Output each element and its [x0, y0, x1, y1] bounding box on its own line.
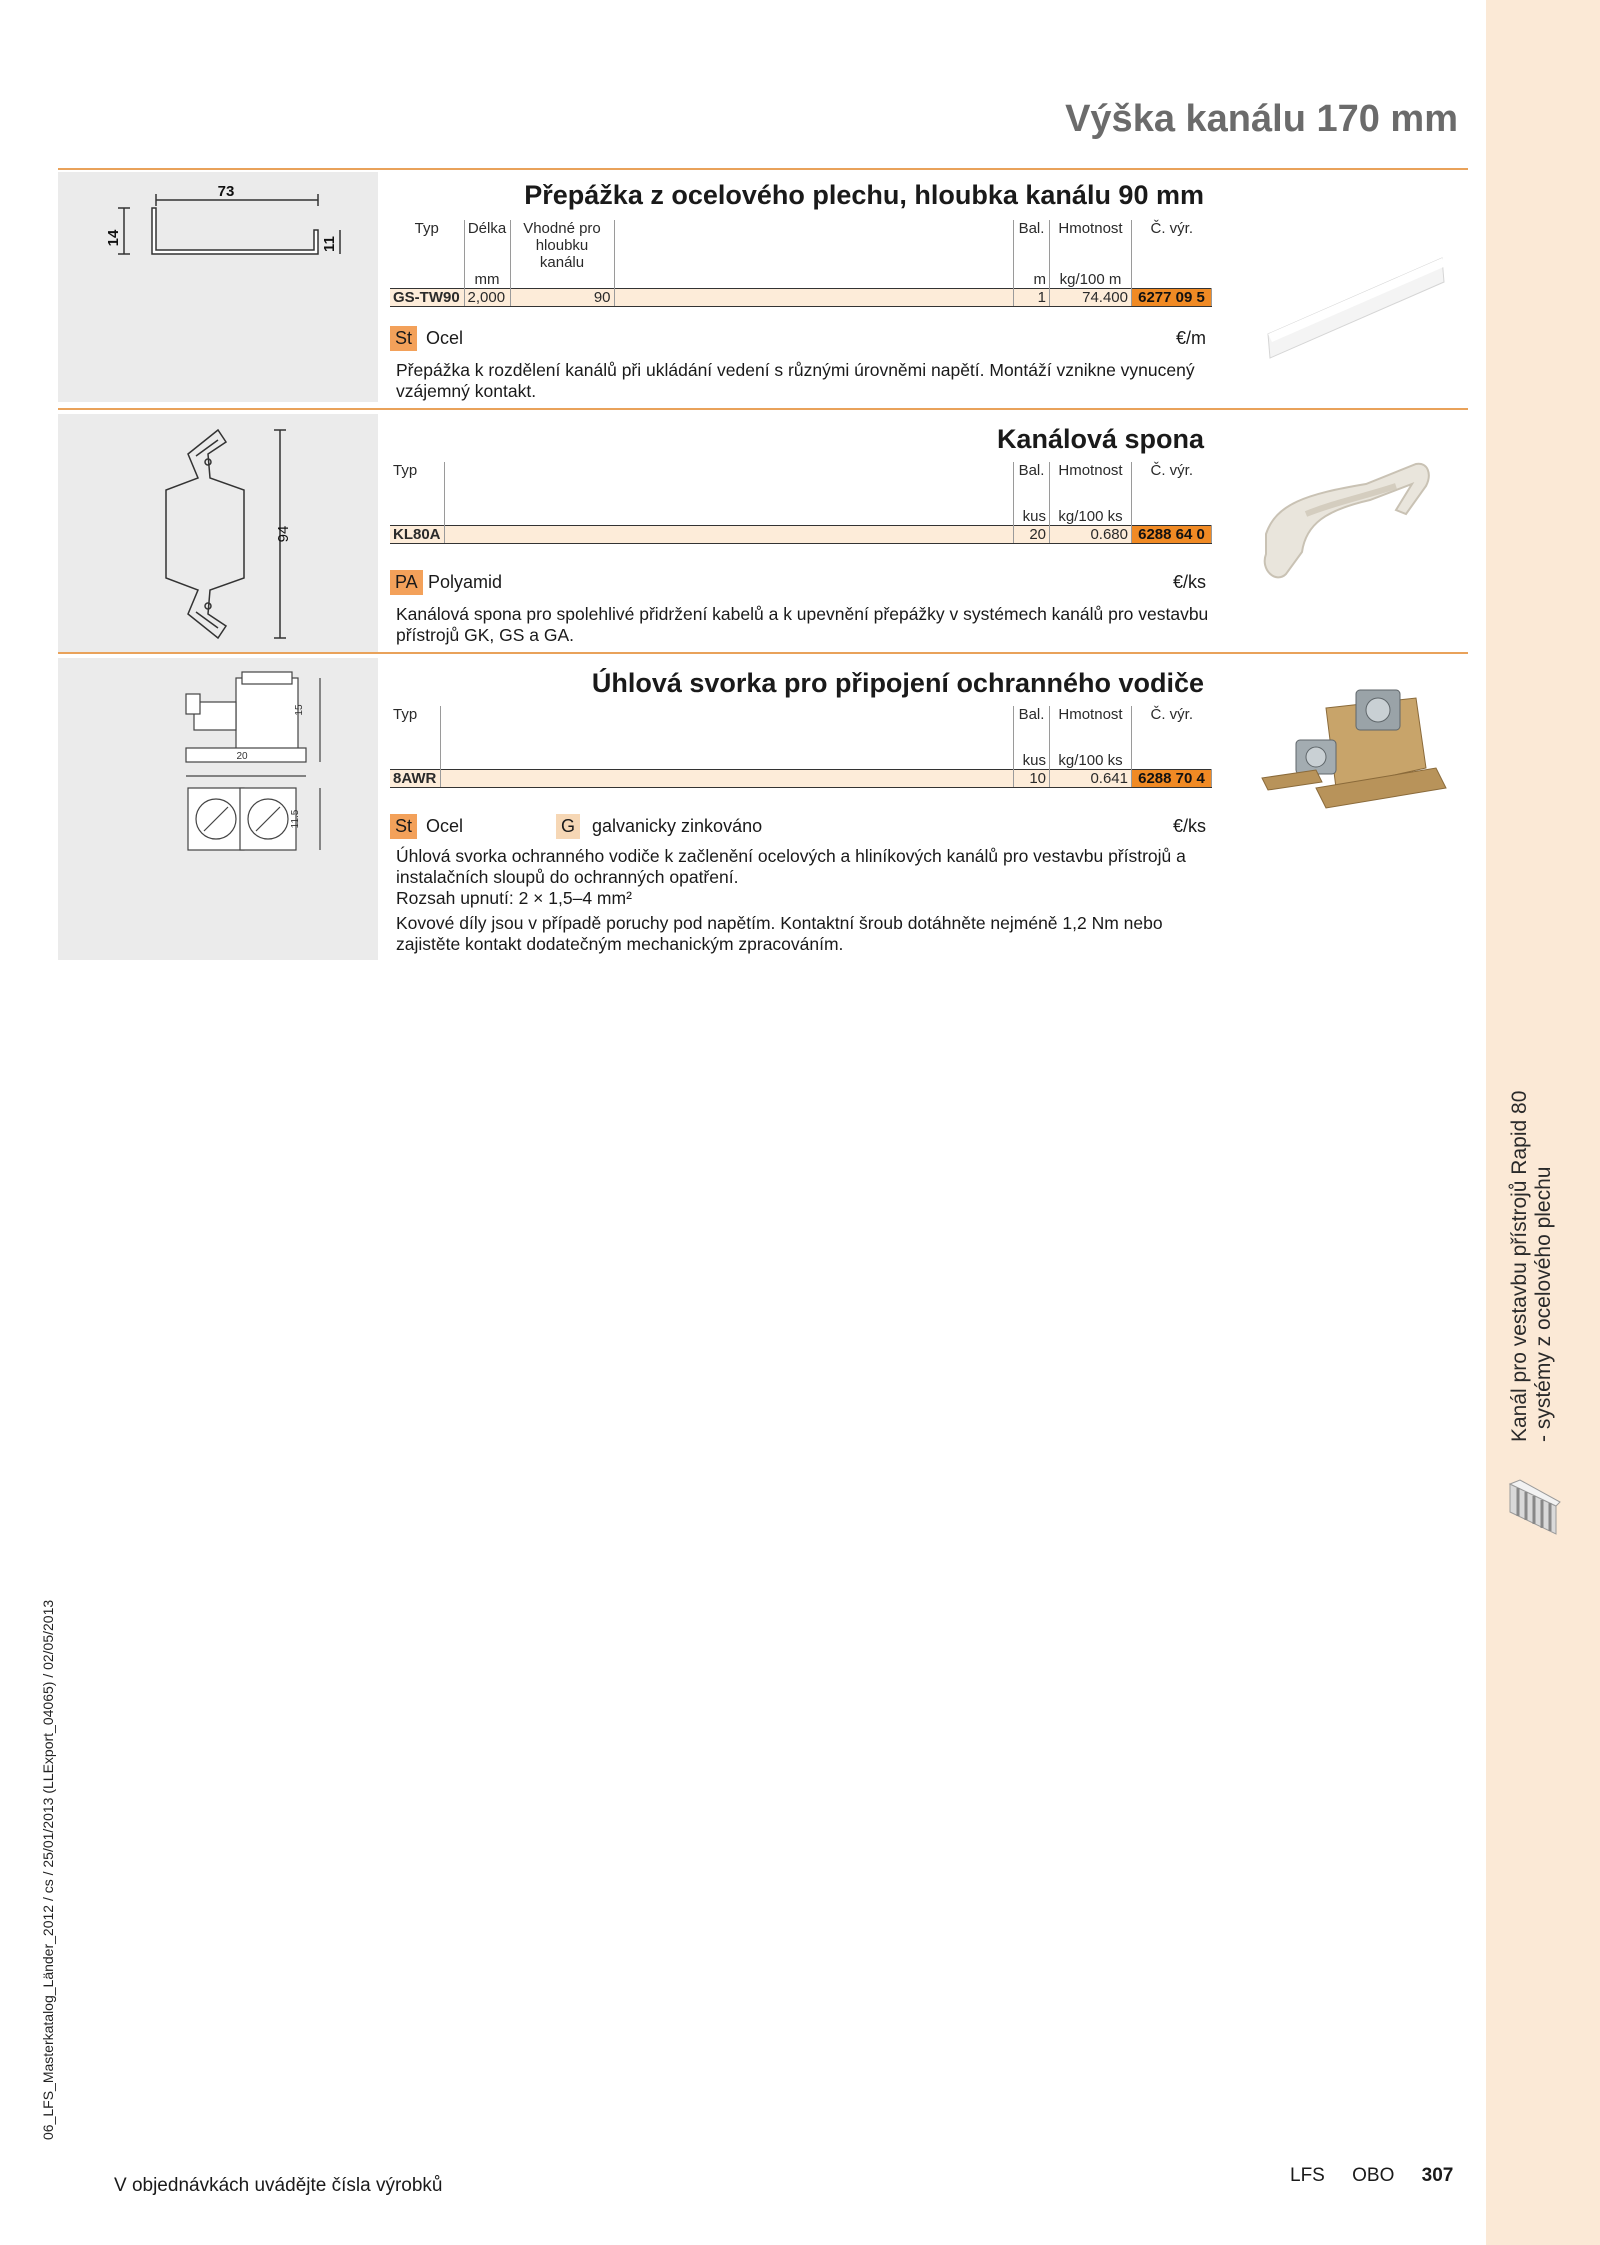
unit-bal: m: [1014, 271, 1050, 289]
technical-drawing: [58, 414, 378, 654]
col-header-hmotnost: Hmotnost: [1050, 462, 1132, 508]
unit-delka: mm: [464, 271, 510, 289]
description-warning: Kovové díly jsou v případě poruchy pod napětím. Kontaktní šroub dotáhněte nejméně 1,2 Nm nebo zajistěte kontakt dodatečným mechanickým zpracováním.: [396, 913, 1163, 954]
price-unit: €/ks: [1172, 572, 1206, 592]
cell-hmotnost: 0.641: [1050, 770, 1132, 788]
product-title: Kanálová spona: [996, 424, 1204, 454]
cell-hmotnost: 74.400: [1050, 289, 1132, 307]
col-header-typ: Typ: [390, 706, 440, 752]
spacer: [444, 508, 1013, 526]
unit-empty: [390, 271, 464, 289]
cell-bal: 10: [1014, 770, 1050, 788]
cell-delka: 2,000: [464, 289, 510, 307]
material2-label: galvanicky zinkováno: [592, 816, 763, 836]
unit-empty: [1132, 752, 1212, 770]
material-code-badge: PA: [390, 570, 423, 595]
col-header-hmotnost: Hmotnost: [1050, 220, 1132, 271]
section-divider: [58, 652, 1468, 654]
drawing-label-lip: 11: [321, 236, 338, 252]
drawing-label-height: 14: [105, 229, 122, 247]
cell-article-number: 6288 70 4: [1132, 770, 1212, 788]
description-clamping-range: Rozsah upnutí: 2 × 1,5–4 mm²: [396, 888, 632, 908]
technical-drawing: [58, 172, 378, 402]
product-description: Kanálová spona pro spolehlivé přidržení kabelů a k upevnění přepážky v systémech kanálů pro vestavbu přístrojů GK, GS a GA.: [396, 604, 1209, 645]
unit-bal: kus: [1014, 508, 1050, 526]
drawing-label-height: 15: [294, 704, 305, 716]
margin-export-code: 06_LFS_Masterkatalog_Länder_2012 / cs / 25/01/2013 (LLExport_04065) / 02/05/2013: [40, 1599, 56, 2140]
drawing-label-depth: 11.5: [290, 809, 301, 829]
sidebar-line-2: - systémy z ocelového plechu: [1532, 1166, 1555, 1442]
material-label: Ocel: [426, 816, 464, 836]
product-photo-terminal: [1256, 678, 1456, 828]
spacer: [440, 752, 1014, 770]
drawing-label-width: 20: [236, 751, 248, 762]
price-unit: €/ks: [1172, 816, 1206, 836]
table-row: [390, 289, 1212, 307]
col-header-vhodne: Vhodné pro hloubku kanálu: [510, 220, 614, 271]
product-description: Přepážka k rozdělení kanálů při ukládání vedení s různými úrovněmi napětí. Montáží vznikne vynucený vzájemný kontakt.: [396, 360, 1195, 401]
spec-table: [390, 706, 1212, 788]
col-header-cvyr: Č. výr.: [1150, 706, 1193, 723]
product-title: Úhlová svorka pro připojení ochranného vodiče: [591, 668, 1204, 698]
spacer: [444, 462, 1013, 508]
material-label: Ocel: [426, 328, 464, 348]
material2-code-badge: G: [556, 814, 580, 839]
unit-empty: [1132, 508, 1212, 526]
table-row: [390, 526, 1212, 544]
cell-bal: 1: [1014, 289, 1050, 307]
drawing-label-height: 94: [275, 525, 292, 543]
col-header-typ: Typ: [390, 462, 444, 508]
page-title: Výška kanálu 170 mm: [1065, 98, 1458, 140]
section-divider: [58, 168, 1468, 170]
cell-bal: 20: [1014, 526, 1050, 544]
material-code-badge: St: [390, 814, 417, 839]
col-header-hmotnost: Hmotnost: [1050, 706, 1132, 752]
product-photo-partition: [1262, 230, 1448, 360]
price-unit: €/m: [1175, 328, 1206, 348]
col-header-bal: Bal.: [1014, 220, 1050, 271]
section-divider: [58, 408, 1468, 410]
col-header-delka: Délka: [464, 220, 510, 271]
sidebar-line-1: Kanál pro vestavbu přístrojů Rapid 80: [1508, 1090, 1531, 1442]
cell-hmotnost: 0.680: [1050, 526, 1132, 544]
cell-vhodne: 90: [510, 289, 614, 307]
cell-article-number: 6277 09 5: [1132, 289, 1212, 307]
footer-order-note: V objednávkách uvádějte čísla výrobků: [114, 2175, 443, 2196]
unit-hmotnost: kg/100 m: [1050, 271, 1132, 289]
product-title: Přepážka z ocelového plechu, hloubka kanálu 90 mm: [524, 180, 1204, 210]
cell-typ: 8AWR: [390, 770, 440, 788]
col-header-bal: Bal.: [1014, 706, 1050, 752]
col-header-bal: Bal.: [1014, 462, 1050, 508]
col-header-cvyr: Č. výr.: [1150, 462, 1193, 479]
unit-hmotnost: kg/100 ks: [1050, 508, 1132, 526]
product-description: [396, 846, 1216, 955]
footer-brand-obo: OBO: [1352, 2165, 1395, 2186]
page-number: 307: [1421, 2165, 1454, 2186]
spacer: [614, 289, 1014, 307]
unit-hmotnost: kg/100 ks: [1050, 752, 1132, 770]
material-label: Polyamid: [428, 572, 503, 592]
drawing-label-width: 73: [217, 183, 235, 200]
technical-drawing: [58, 658, 378, 960]
cell-typ: GS-TW90: [390, 289, 464, 307]
col-header-cvyr: Č. výr.: [1150, 220, 1193, 237]
cell-article-number: 6288 64 0: [1132, 526, 1212, 544]
footer-brand-pagenum: [1290, 2165, 1475, 2187]
spacer: [614, 271, 1014, 289]
spacer: [614, 220, 1014, 271]
unit-empty: [390, 508, 444, 526]
spec-table: [390, 220, 1212, 307]
unit-empty: [1132, 271, 1212, 289]
unit-bal: kus: [1014, 752, 1050, 770]
description-line: Úhlová svorka ochranného vodiče k začlenění ocelových a hliníkových kanálů pro vestavbu přístrojů a instalačních sloupů do ochranných opatření.: [396, 846, 1186, 887]
spacer: [440, 770, 1014, 788]
material-code-badge: St: [390, 326, 417, 351]
cable-duct-icon: [1506, 1478, 1562, 1538]
cell-typ: KL80A: [390, 526, 444, 544]
spacer: [444, 526, 1013, 544]
sidebar-chapter-title: [1508, 1022, 1556, 1442]
product-photo-clip: [1246, 444, 1446, 594]
col-header-typ: Typ: [390, 220, 464, 271]
footer-brand-lfs: LFS: [1290, 2165, 1325, 2186]
table-row: [390, 770, 1212, 788]
spec-table: [390, 462, 1212, 544]
unit-empty: [390, 752, 440, 770]
unit-empty: [510, 271, 614, 289]
spacer: [440, 706, 1014, 752]
